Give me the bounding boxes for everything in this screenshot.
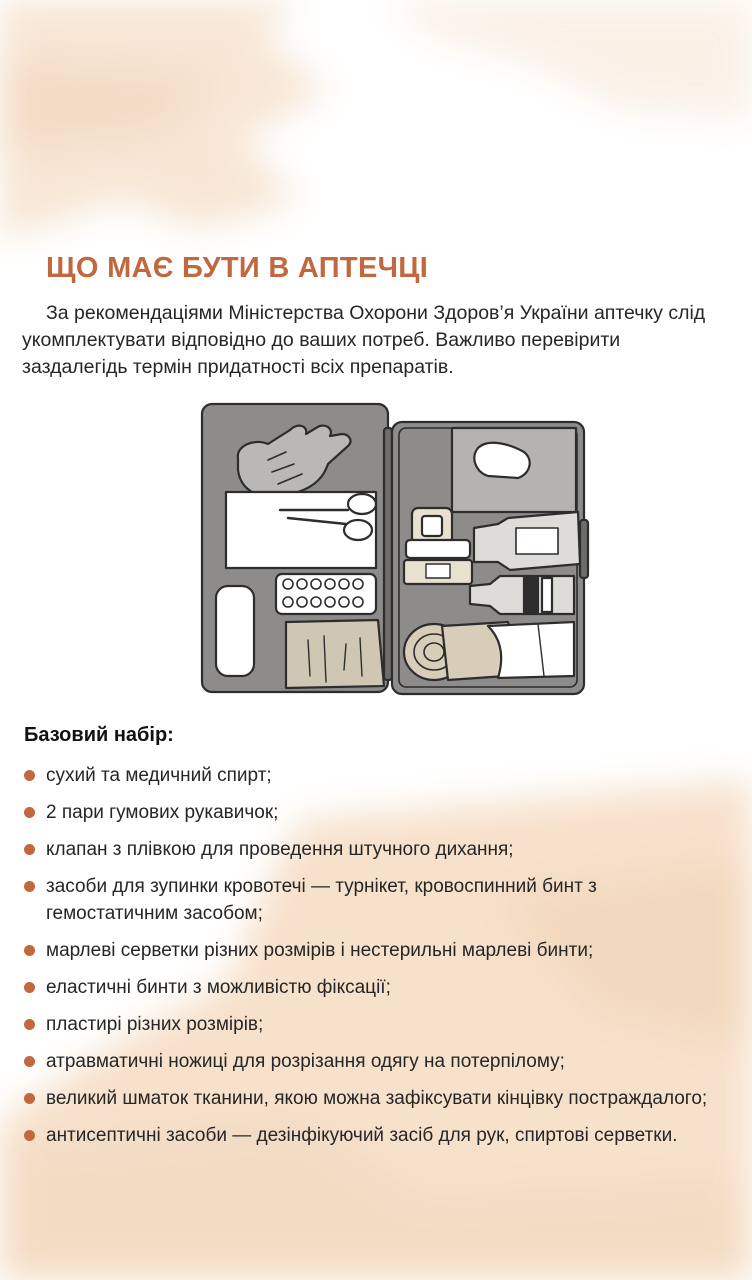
- page-title: ЩО МАЄ БУТИ В АПТЕЧЦІ: [46, 252, 429, 284]
- list-item: [24, 1085, 714, 1112]
- list-item: [24, 1048, 714, 1075]
- list-item-text: еластичні бинти з можливістю фіксації;: [46, 977, 391, 998]
- bullet-icon: [24, 770, 35, 781]
- list-item: [24, 873, 714, 927]
- first-aid-kit-illustration: [198, 400, 592, 700]
- bullet-icon: [24, 807, 35, 818]
- cloth-fabric: [286, 620, 384, 688]
- supplies-list: [24, 762, 714, 1159]
- list-item-text: марлеві серветки різних розмірів і нестерильні марлеві бинти;: [46, 940, 594, 961]
- list-item-text: атравматичні ножиці для розрізання одягу на потерпілому;: [46, 1051, 565, 1072]
- list-item: [24, 836, 714, 863]
- list-item: [24, 762, 714, 789]
- bullet-icon: [24, 1130, 35, 1141]
- list-item: [24, 974, 714, 1001]
- kit-hinge: [384, 428, 392, 680]
- bullet-icon: [24, 881, 35, 892]
- bullet-icon: [24, 1056, 35, 1067]
- kit-handle: [580, 520, 588, 578]
- bullet-icon: [24, 982, 35, 993]
- bullet-icon: [24, 1019, 35, 1030]
- list-item-text: пластирі різних розмірів;: [46, 1014, 264, 1035]
- list-item: [24, 1122, 714, 1149]
- bullet-icon: [24, 1093, 35, 1104]
- bullet-icon: [24, 945, 35, 956]
- list-item-text: засоби для зупинки кровотечі — турнікет, кровоспинний бинт з гемостатичним засобом;: [46, 876, 597, 924]
- list-item: [24, 1011, 714, 1038]
- list-item-text: клапан з плівкою для проведення штучного дихання;: [46, 839, 514, 860]
- list-item-text: 2 пари гумових рукавичок;: [46, 802, 279, 823]
- gauze-roll: [488, 622, 574, 678]
- gauze-pad: [226, 492, 376, 568]
- list-item-text: сухий та медичний спирт;: [46, 765, 272, 786]
- list-item-text: великий шматок тканини, якою можна зафіксувати кінцівку постраждалого;: [46, 1088, 708, 1109]
- list-heading: Базовий набір:: [24, 724, 174, 746]
- list-item: [24, 937, 714, 964]
- intro-paragraph: За рекомендаціями Міністерства Охорони Здоров’я України аптечку слід укомплектувати відповідно до ваших потреб. Важливо перевірити заздалегідь термін придатності всіх препаратів.: [22, 302, 706, 378]
- bandage-small: [216, 586, 254, 676]
- list-item-text: антисептичні засоби — дезінфікуючий засіб для рук, спиртові серветки.: [46, 1125, 678, 1146]
- list-item: [24, 799, 714, 826]
- bullet-icon: [24, 844, 35, 855]
